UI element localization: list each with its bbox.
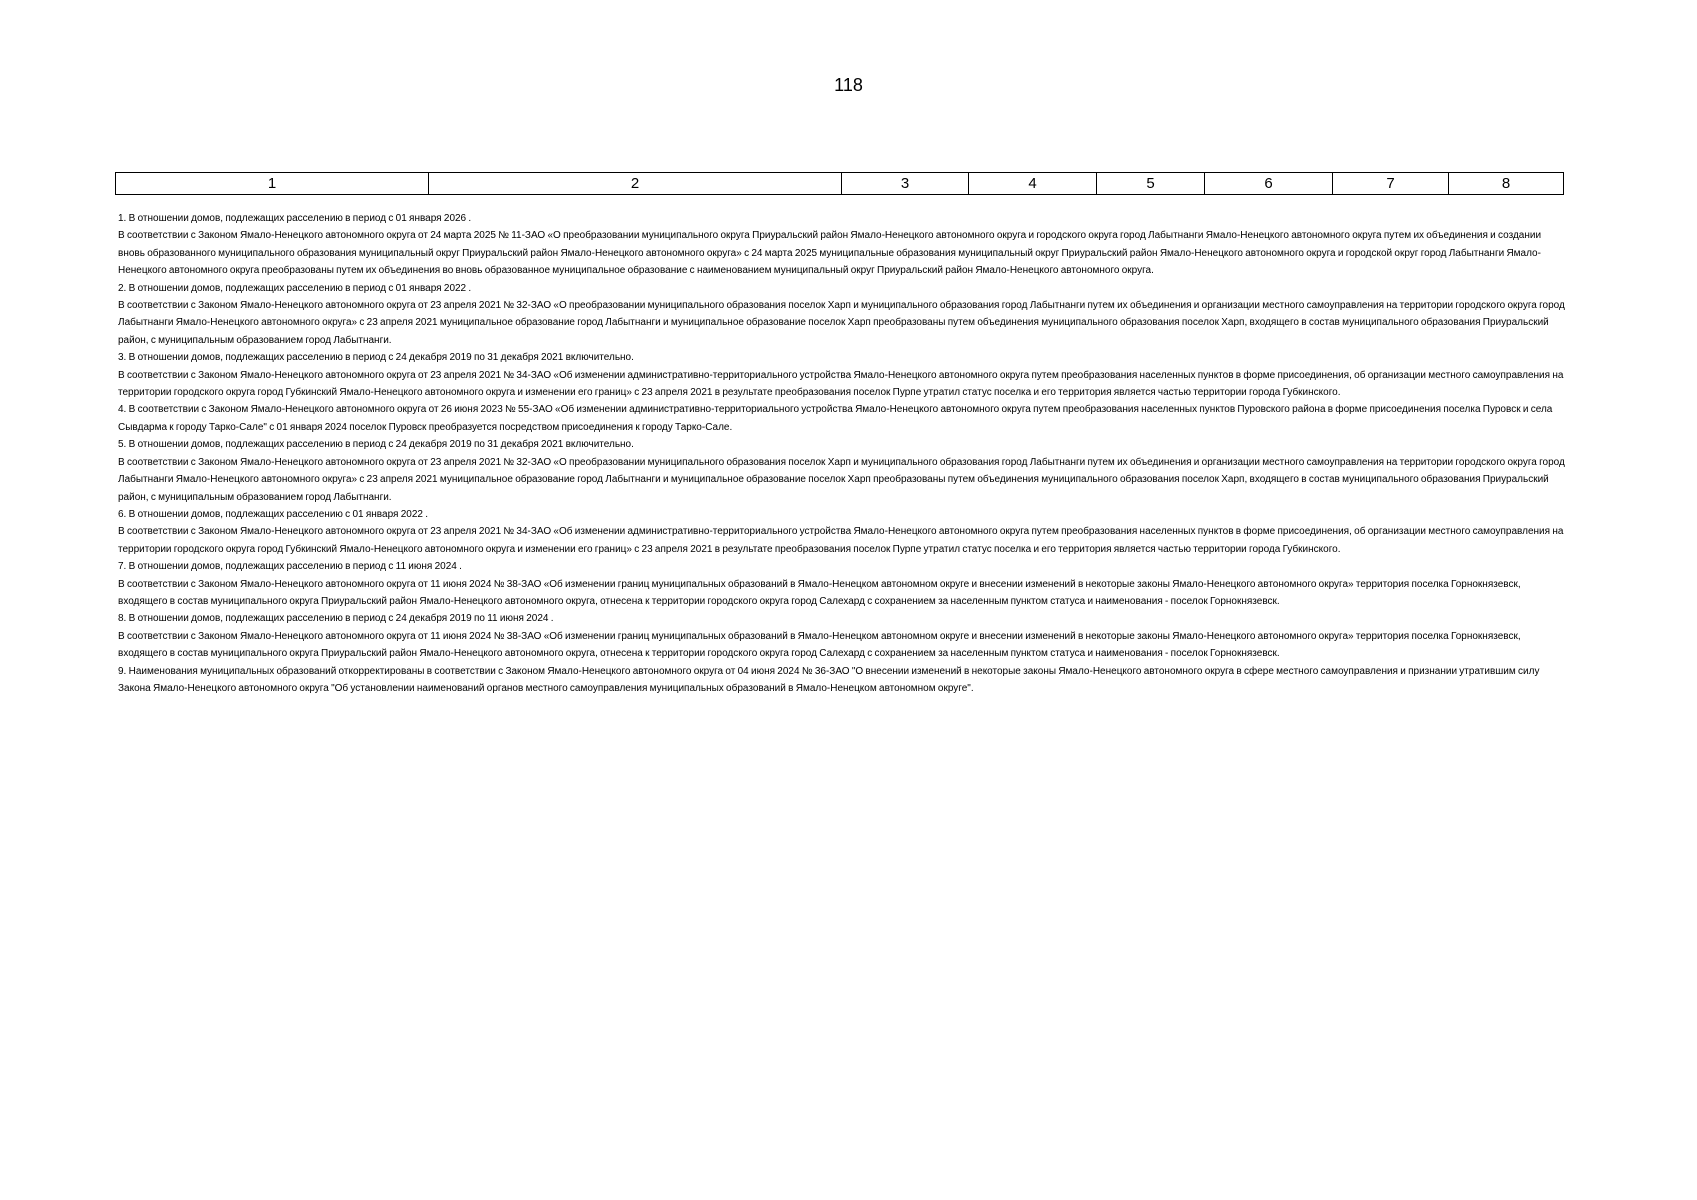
footnote-heading: 1. В отношении домов, подлежащих расселению в период с 01 января 2026 . [118, 213, 472, 224]
footnote-text: В соответствии с Законом Ямало-Ненецкого автономного округа от 23 апреля 2021 № 32-ЗАО «О преобразовании муниципального образования поселок Харп и муниципального образования город Лабытнанги путем их объединения и организации местного самоуправления на территории городского округа город Лабытнанги Ямало-Ненецкого автономного округа» с 23 апреля 2021 муниципальное образование город Лабытнанги и муниципальное образование поселок Харп преобразованы путем объединения муниципального образования поселок Харп, входящего в состав муниципального образования Приуральский район, с муниципальным образованием город Лабытнанги. [118, 300, 1565, 346]
column-number-row [116, 173, 1564, 195]
column-number-cell: 6 [1205, 173, 1333, 195]
footnote-heading: 6. В отношении домов, подлежащих расселению с 01 января 2022 . [118, 508, 429, 520]
column-number-cell: 5 [1097, 173, 1205, 195]
footnote-text: 9. Наименования муниципальных образований откорректированы в соответствии с Законом Ямало-Ненецкого автономного округа от 04 июня 2024 № 36-ЗАО "О внесении изменений в некоторые законы Ямало-Ненецкого автономного округа в сфере местного самоуправления и признании утратившим силу Закона Ямало-Ненецкого автономного округа "Об установлении наименований органов местного самоуправления муниципальных образований в Ямало-Ненецком автономном округе". [118, 665, 1540, 694]
footnote-heading: 2. В отношении домов, подлежащих расселению в период с 01 января 2022 . [118, 282, 472, 294]
footnote-text: В соответствии с Законом Ямало-Ненецкого автономного округа от 23 апреля 2021 № 32-ЗАО «О преобразовании муниципального образования поселок Харп и муниципального образования город Лабытнанги путем их объединения и организации местного самоуправления на территории городского округа город Лабытнанги Ямало-Ненецкого автономного округа» с 23 апреля 2021 муниципальное образование город Лабытнанги и муниципальное образование поселок Харп преобразованы путем объединения муниципального образования поселок Харп, входящего в состав муниципального образования Приуральский район, с муниципальным образованием город Лабытнанги. [118, 456, 1565, 503]
footnote-text: В соответствии с Законом Ямало-Ненецкого автономного округа от 24 марта 2025 № 11-ЗАО «О преобразовании муниципального округа Приуральский район Ямало-Ненецкого автономного округа и городского округа город Лабытнанги Ямало-Ненецкого автономного округа путем их объединения и создании вновь образованного муниципального образования муниципальный округ Приуральский район Ямало-Ненецкого автономного округа» с 24 марта 2025 муниципальные образования муниципальный округ Приуральский район Ямало-Ненецкого автономного округа и городской округ город Лабытнанги Ямало-Ненецкого автономного округа преобразованы путем их объединения во вновь образованное муниципальное образование с наименованием муниципальный округ Приуральский район Ямало-Ненецкого автономного округа. [118, 230, 1542, 277]
column-number-cell: 8 [1449, 173, 1564, 195]
footnotes [118, 210, 1568, 697]
column-number-cell: 3 [842, 173, 969, 195]
footnote-heading: 8. В отношении домов, подлежащих расселению в период с 24 декабря 2019 по 11 июня 2024 . [118, 613, 554, 625]
page-number: 118 [834, 75, 863, 95]
footnote-text: В соответствии с Законом Ямало-Ненецкого автономного округа от 11 июня 2024 № 38-ЗАО «Об изменении границ муниципальных образований в Ямало-Ненецком автономном округе и внесении изменений в некоторые законы Ямало-Ненецкого автономного округа» территория поселка Горнокнязевск, входящего в состав муниципального округа Приуральский район Ямало-Ненецкого автономного округа, отнесена к территории городского округа город Салехард с сохранением за населенным пунктом статуса и наименования - поселок Горнокнязевск. [118, 630, 1521, 660]
footnote-text: 4. В соответствии с Законом Ямало-Ненецкого автономного округа от 26 июня 2023 № 55-ЗАО «Об изменении административно-территориального устройства Ямало-Ненецкого автономного округа путем преобразования населенных пунктов Пуровского района в форме присоединения поселка Пуровск и села Сывдарма к городу Тарко-Сале" с 01 января 2024 поселок Пуровск преобразуется посредством присоединения к городу Тарко-Сале. [118, 404, 1553, 433]
column-number-cell: 2 [429, 173, 842, 195]
footnote-text: В соответствии с Законом Ямало-Ненецкого автономного округа от 23 апреля 2021 № 34-ЗАО «Об изменении административно-территориального устройства Ямало-Ненецкого автономного округа путем преобразования населенных пунктов в форме присоединения, об организации местного самоуправления на территории городского округа город Губкинский Ямало-Ненецкого автономного округа и изменении его границ» с 23 апреля 2021 в результате преобразования поселок Пурпе утратил статус поселка и его территория является частью территории города Губкинского. [118, 369, 1564, 399]
column-number-table [115, 172, 1564, 195]
column-number-cell: 1 [116, 173, 429, 195]
column-number-cell: 4 [969, 173, 1097, 195]
column-number-cell: 7 [1333, 173, 1449, 195]
footnote-heading: 7. В отношении домов, подлежащих расселению в период с 11 июня 2024 . [118, 561, 462, 573]
footnote-heading: 5. В отношении домов, подлежащих расселению в период с 24 декабря 2019 по 31 декабря 2021 включительно. [118, 439, 634, 451]
footnote-text: В соответствии с Законом Ямало-Ненецкого автономного округа от 11 июня 2024 № 38-ЗАО «Об изменении границ муниципальных образований в Ямало-Ненецком автономном округе и внесении изменений в некоторые законы Ямало-Ненецкого автономного округа» территория поселка Горнокнязевск, входящего в состав муниципального округа Приуральский район Ямало-Ненецкого автономного округа, отнесена к территории городского округа город Салехард с сохранением за населенным пунктом статуса и наименования - поселок Горнокнязевск. [118, 578, 1521, 607]
footnote-heading: 3. В отношении домов, подлежащих расселению в период с 24 декабря 2019 по 31 декабря 2021 включительно. [118, 352, 634, 364]
footnote-text: В соответствии с Законом Ямало-Ненецкого автономного округа от 23 апреля 2021 № 34-ЗАО «Об изменении административно-территориального устройства Ямало-Ненецкого автономного округа путем преобразования населенных пунктов в форме присоединения, об организации местного самоуправления на территории городского округа город Губкинский Ямало-Ненецкого автономного округа и изменении его границ» с 23 апреля 2021 в результате преобразования поселок Пурпе утратил статус поселка и его территория является частью территории города Губкинского. [118, 526, 1564, 555]
